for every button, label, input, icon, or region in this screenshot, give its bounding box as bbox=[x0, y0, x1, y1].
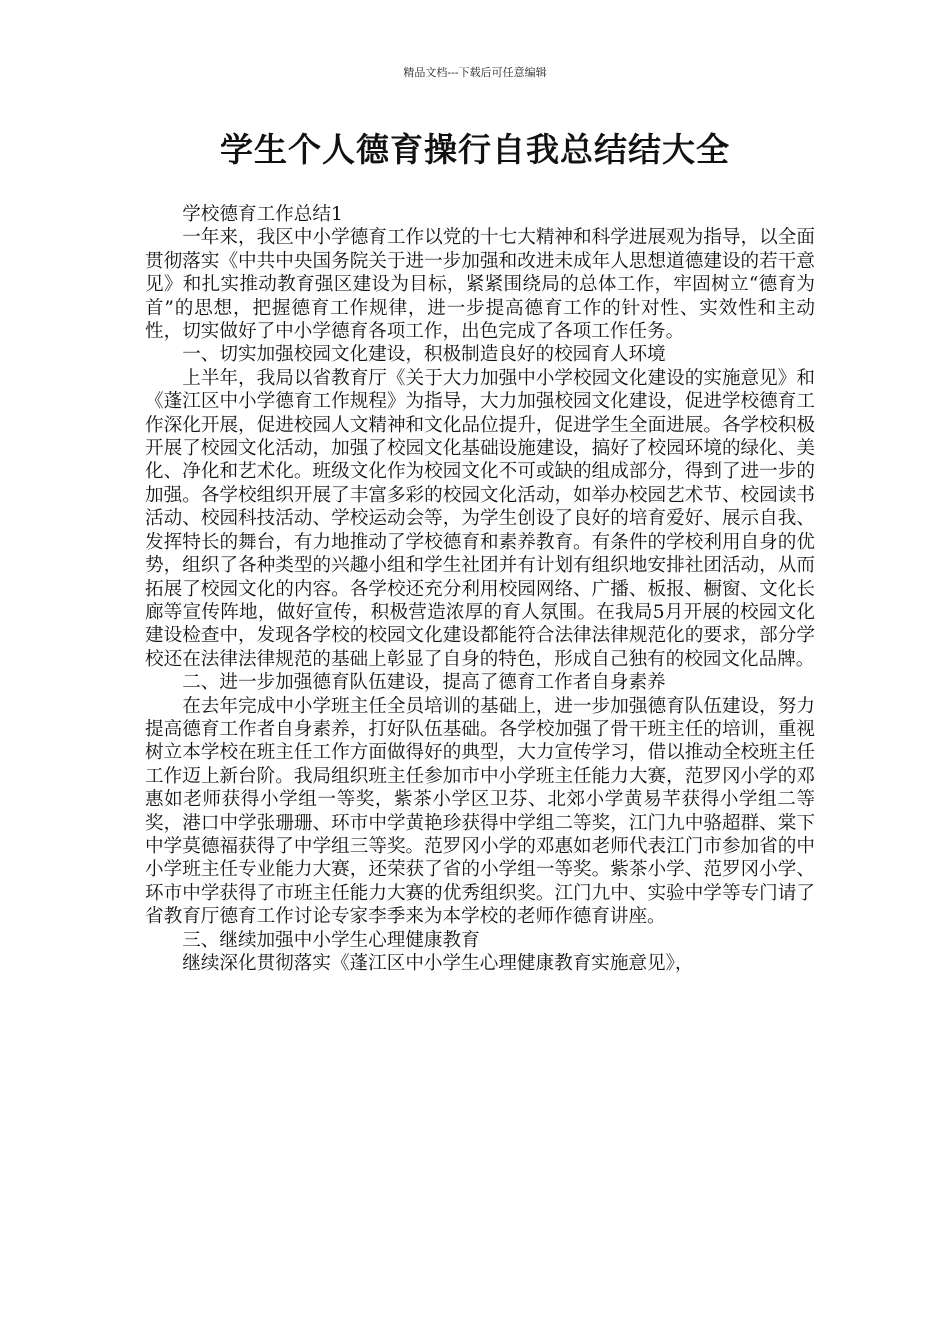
document-body bbox=[145, 203, 815, 975]
body-paragraph: 一年来，我区中小学德育工作以党的十七大精神和科学进展观为指导，以全面贯彻落实《中共中央国务院关于进一步加强和改进未成年人思想道德建设的若干意见》和扎实推动教育强区建设为目标，紧紧围绕局的总体工作，牢固树立“德育为首”的思想，把握德育工作规律，进一步提高德育工作的针对性、实效性和主动性，切实做好了中小学德育各项工作，出色完成了各项工作任务。 bbox=[145, 227, 815, 343]
section-heading: 学校德育工作总结1 bbox=[182, 204, 343, 225]
body-paragraph: 在去年完成中小学班主任全员培训的基础上，进一步加强德育队伍建设，努力提高德育工作者自身素养，打好队伍基础。各学校加强了骨干班主任的培训，重视树立本学校在班主任工作方面做得好的典型，大力宣传学习，借以推动全校班主任工作迈上新台阶。我局组织班主任参加市中小学班主任能力大赛，范罗冈小学的邓惠如老师获得小学组一等奖，紫茶小学区卫芬、北郊小学黄易芊获得小学组二等奖，港口中学张珊珊、环市中学黄艳珍获得中学组二等奖，江门九中骆超群、棠下中学莫德福获得了中学组三等奖。范罗冈小学的邓惠如老师代表江门市参加省的中小学班主任专业能力大赛，还荣获了省的小学组一等奖。紫茶小学、范罗冈小学、环市中学获得了市班主任能力大赛的优秀组织奖。江门九中、实验中学等专门请了省教育厅德育工作讨论专家李季来为本学校的老师作德育讲座。 bbox=[145, 695, 815, 928]
section-heading: 三、继续加强中小学生心理健康教育 bbox=[182, 929, 480, 951]
section-heading: 二、进一步加强德育队伍建设，提高了德育工作者自身素养 bbox=[182, 672, 666, 694]
document-title: 学生个人德育操行自我总结结大全 bbox=[220, 130, 730, 169]
body-paragraph: 继续深化贯彻落实《蓬江区中小学生心理健康教育实施意见》， bbox=[182, 953, 694, 974]
section-heading: 一、切实加强校园文化建设，积极制造良好的校园育人环境 bbox=[182, 344, 666, 366]
header-note: 精品文档---下载后可任意编辑 bbox=[403, 66, 547, 79]
body-paragraph: 上半年，我局以省教育厅《关于大力加强中小学校园文化建设的实施意见》和《蓬江区中小学德育工作规程》为指导，大力加强校园文化建设，促进学校德育工作深化开展，促进校园人文精神和文化品位提升，促进学生全面进展。各学校积极开展了校园文化活动，加强了校园文化基础设施建设，搞好了校园环境的绿化、美化、净化和艺术化。班级文化作为校园文化不可或缺的组成部分，得到了进一步的加强。各学校组织开展了丰富多彩的校园文化活动，如举办校园艺术节、校园读书活动、校园科技活动、学校运动会等，为学生创设了良好的培育爱好、展示自我、发挥特长的舞台，有力地推动了学校德育和素养教育。有条件的学校利用自身的优势，组织了各种类型的兴趣小组和学生社团并有计划有组织地安排社团活动，从而拓展了校园文化的内容。各学校还充分利用校园网络、广播、板报、橱窗、文化长廊等宣传阵地，做好宣传，积极营造浓厚的育人氛围。在我局5月开展的校园文化建设检查中，发现各学校的校园文化建设都能符合法律法律规范化的要求，部分学校还在法律法律规范的基础上彰显了自身的特色，形成自己独有的校园文化品牌。 bbox=[145, 367, 815, 670]
